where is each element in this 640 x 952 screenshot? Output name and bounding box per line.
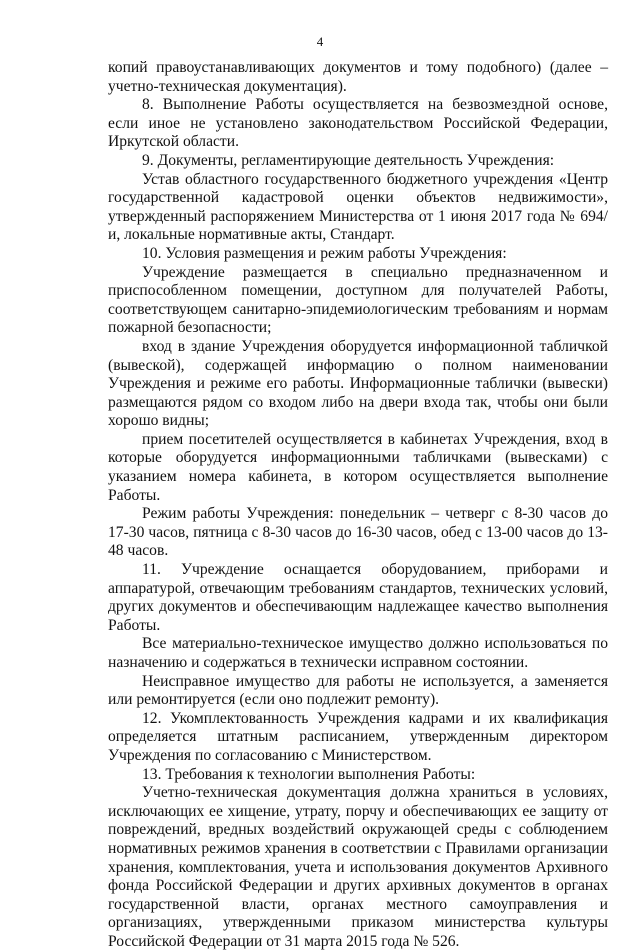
paragraph-charter: Устав областного государственного бюджетного учреждения «Центр государственной кадастровой оценки объектов недвижимости», утвержденный распоряжением Министерства от 1 июня 2017 года № 694/и, локальные нормативные акты, Стандарт. (108, 170, 608, 244)
paragraph-entrance-sign: вход в здание Учреждения оборудуется информационной табличкой (вывеской), содержащей информацию о полном наименовании Учреждения и режиме его работы. Информационные таблички (вывески) размещаются рядом со входом либо на двери входа так, чтобы они были хорошо видны; (108, 337, 608, 430)
paragraph-faulty-property: Неисправное имущество для работы не используется, а заменяется или ремонтируется (если оно подлежит ремонту). (108, 672, 608, 709)
paragraph-item-8: 8. Выполнение Работы осуществляется на безвозмездной основе, если иное не установлено законодательством Российской Федерации, Иркутской области. (108, 96, 608, 151)
paragraph-item-11: 11. Учреждение оснащается оборудованием, приборами и аппаратурой, отвечающим требованиям стандартов, технических условий, других документов и обеспечивающим надлежащее качество выполнения Работы. (108, 561, 608, 634)
paragraph-storage-requirements: Учетно-техническая документация должна храниться в условиях, исключающих ее хищение, утрату, порчу и обеспечивающих ее защиту от повреждений, вредных воздействий окружающей среды с соблюдением нормативных режимов хранения в соответствии с Правилами организации хранения, комплектования, учета и использования документов Архивного фонда Российской Федерации и других архивных документов в органах государственной власти, органах местного самоуправления и организациях, утвержденными приказом министерства культуры Российской Федерации от 31 марта 2015 года № 526. (108, 784, 608, 950)
paragraph-item-13-heading: 13. Требования к технологии выполнения Работы: (142, 765, 476, 783)
paragraph-property-use: Все материально-техническое имущество должно использоваться по назначению и содержаться в технически исправном состоянии. (108, 635, 608, 671)
paragraph-item-10-heading: 10. Условия размещения и режим работы Учреждения: (142, 244, 507, 262)
paragraph-item-9-heading: 9. Документы, регламентирующие деятельность Учреждения: (142, 151, 555, 169)
paragraph-continuation: копий правоустанавливающих документов и тому подобного) (далее – учетно-техническая документация). (108, 59, 608, 95)
paragraph-premises: Учреждение размещается в специально предназначенном и приспособленном помещении, доступном для получателей Работы, соответствующем санитарно-эпидемиологическим требованиям и нормам пожарной безопасности; (108, 263, 608, 337)
paragraph-work-schedule: Режим работы Учреждения: понедельник – четверг с 8-30 часов до 17-30 часов, пятница с 8-30 часов до 16-30 часов, обед с 13-00 часов до 13-48 часов. (108, 505, 608, 560)
paragraph-reception: прием посетителей осуществляется в кабинетах Учреждения, вход в которые оборудуется информационными табличками (вывесками) с указанием номера кабинета, в котором осуществляется выполнение Работы. (108, 430, 608, 504)
paragraph-item-12: 12. Укомплектованность Учреждения кадрами и их квалификация определяется штатным расписанием, утвержденным директором Учреждения по согласованию с Министерством. (108, 709, 608, 764)
document-body (108, 59, 608, 952)
page-number: 4 (316, 34, 324, 49)
